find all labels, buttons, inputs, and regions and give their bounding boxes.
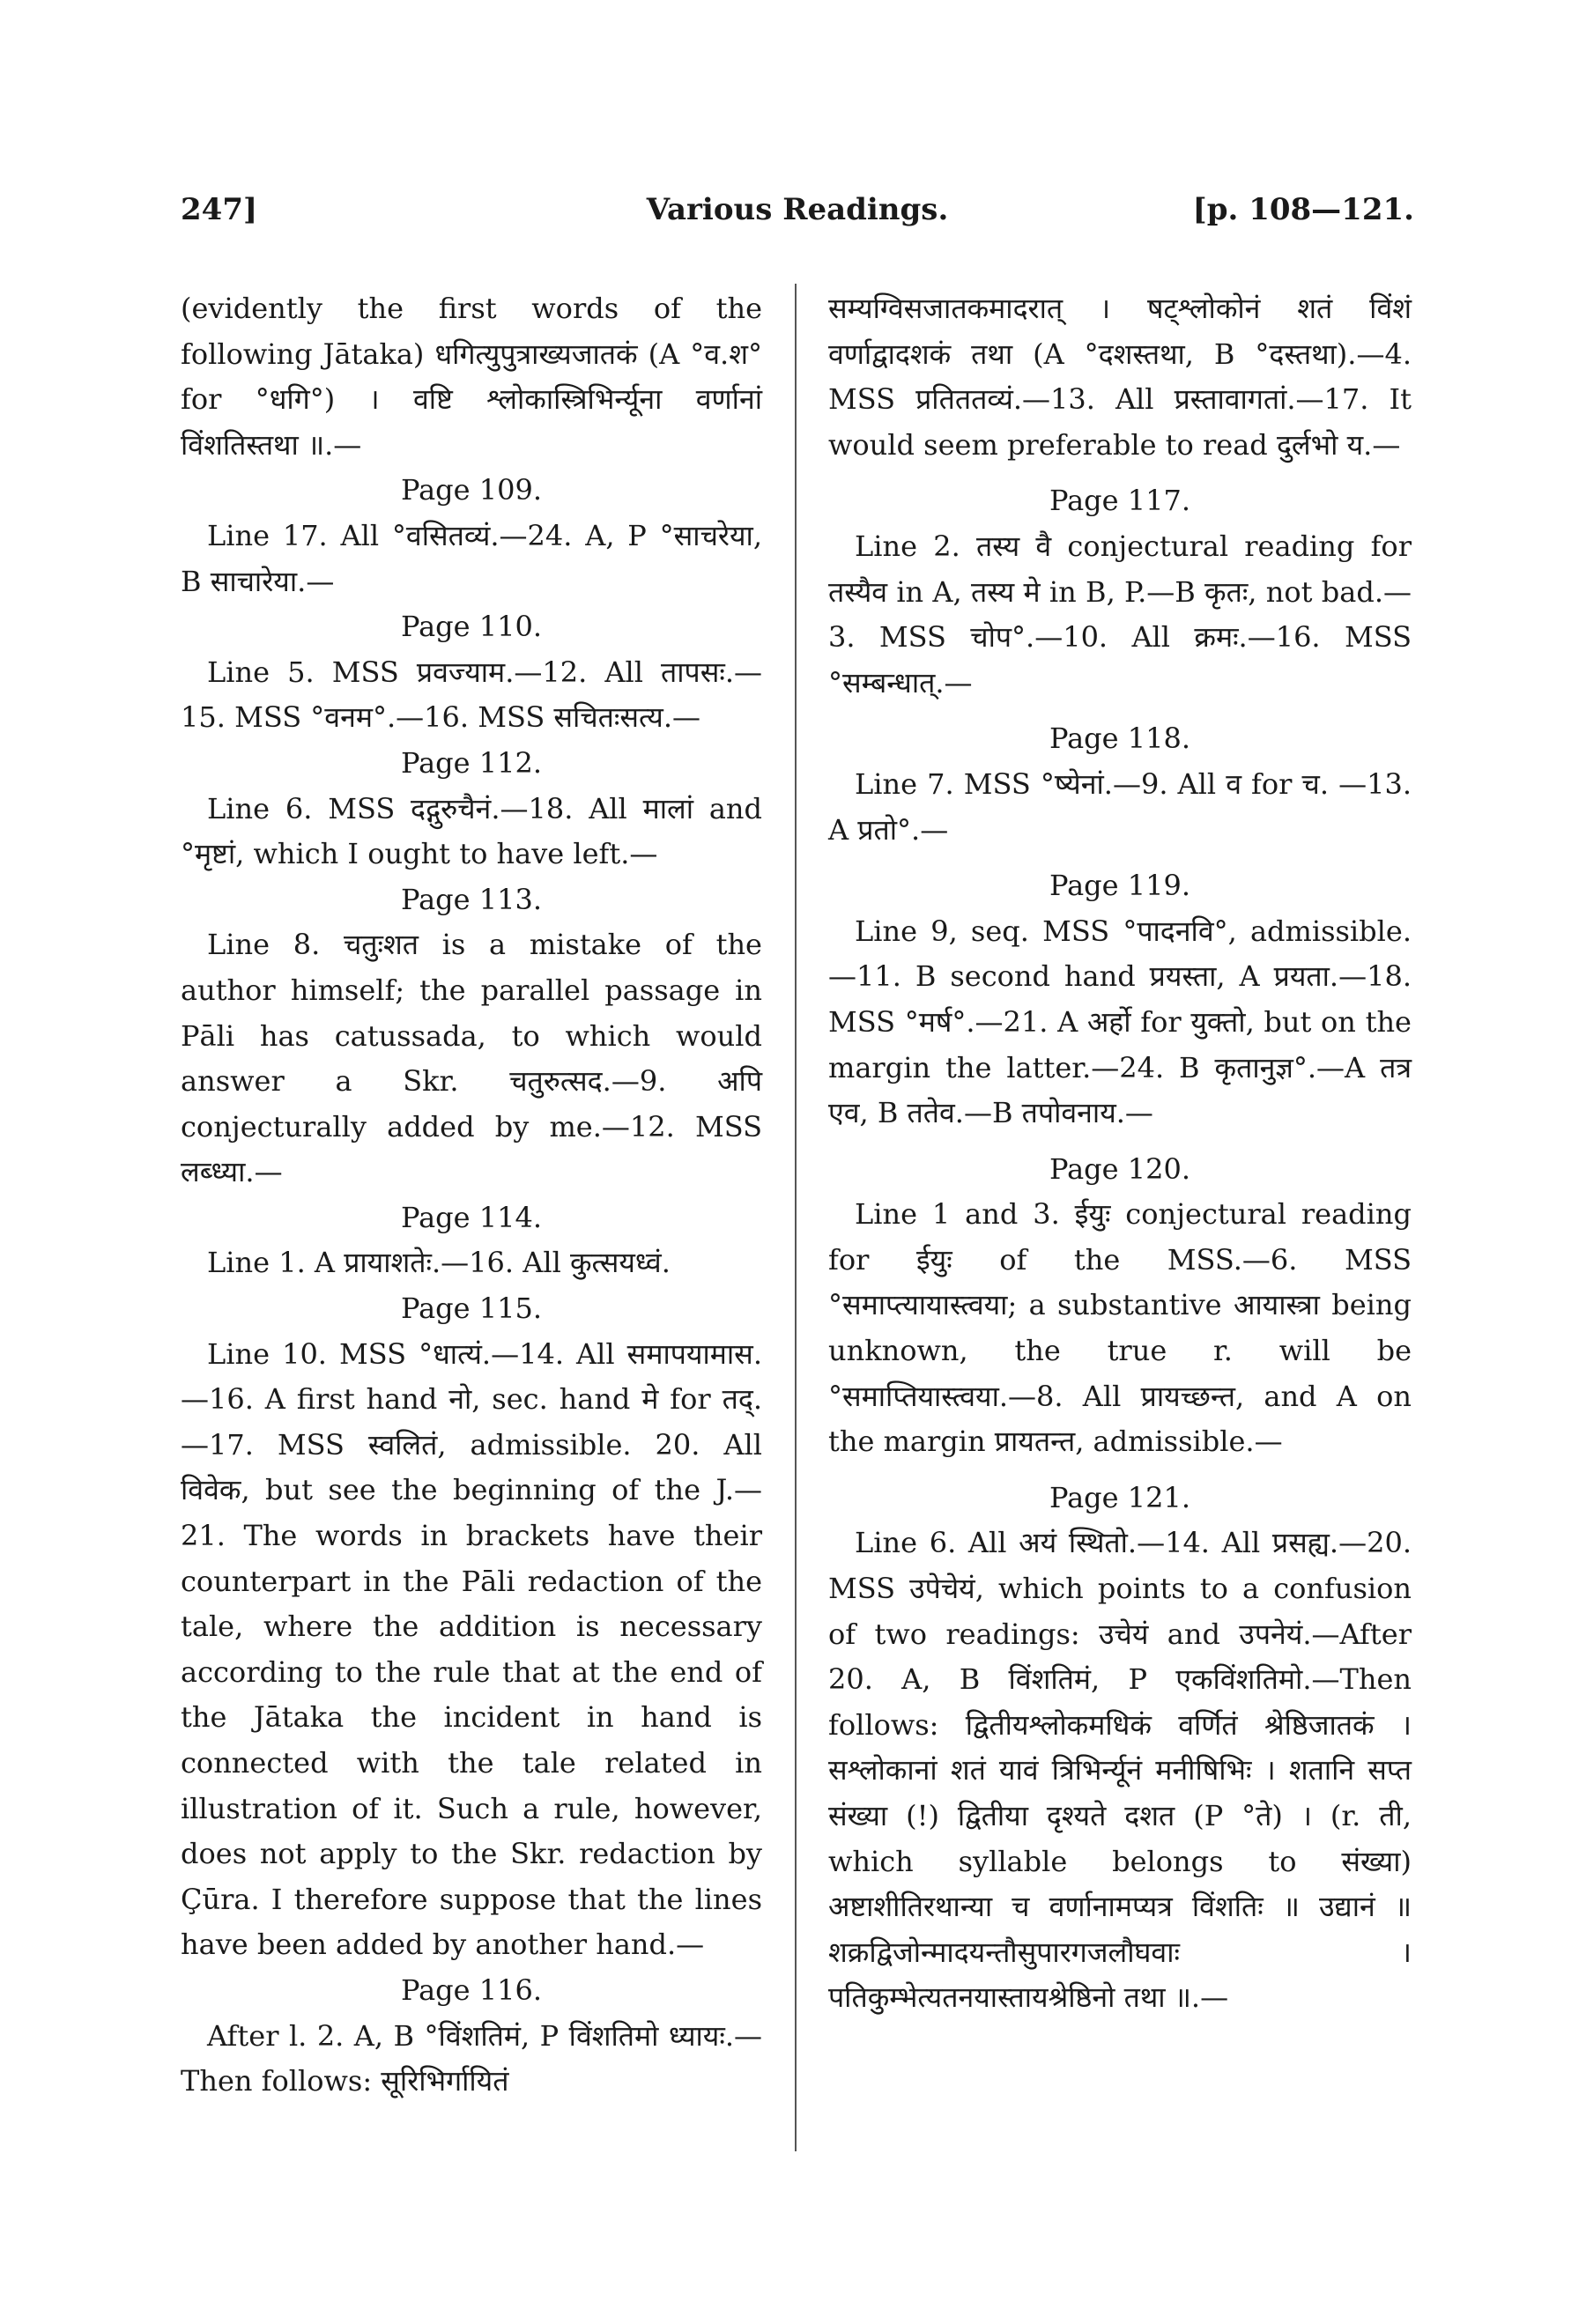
page-114-readings: Line 1. A प्रायाशतेः.—16. All कुत्सयध्वं. bbox=[207, 1246, 671, 1280]
page-112-readings: Line 6. MSS दद्गुरुचैनं.—18. All मालां and °मृष्टां, which I ought to have left.— bbox=[181, 791, 762, 871]
page-117-readings: Line 2. तस्य वै conjectural reading for तस्यैव in A, तस्य मे in B, P.—B कृतः, not bad.—3. MSS चोप°.—10. All क्रमः.—16. MSS °सम्बन्धात्.— bbox=[828, 529, 1412, 699]
page-121-readings: Line 6. All अयं स्थितो.—14. All प्रसह्य.—20. MSS उपेचेयं, which points to a confusion of two readings: उचेयं and उपनेयं.—After 20. A, B विंशतिमं, P एकविंशतिमो.—Then follows: द्वितीयश्लोकमधिकं वर्णितं श्रेष्ठिजातकं । सश्लोकानां शतं यावं त्रिभिर्न्यूनं मनीषिभिः । शतानि सप्त संख्या (!) द्वितीया दृश्यते दशत (P °ते) । (r. ती, which syllable belongs to संख्या) अष्टाशीतिरथान्या च वर्णानामप्यत्र विंशतिः ॥ उद्यानं ॥ शक्रद्विजोन्मादयन्तौसुपारगजलौघवाः । पतिकुम्भेत्यतनयास्तायश्रेष्ठिनो तथा ॥.— bbox=[828, 1526, 1412, 2015]
page-range: [p. 108—121. bbox=[1192, 192, 1414, 227]
page-112-heading: Page 112. bbox=[400, 745, 542, 780]
page-109-heading: Page 109. bbox=[400, 473, 542, 507]
page-115-heading: Page 115. bbox=[400, 1292, 542, 1326]
page-118-readings: Line 7. MSS °ष्येनां.—9. All व for च. —13. A प्रतो°.— bbox=[828, 766, 1412, 847]
page-118-heading: Page 118. bbox=[1049, 722, 1190, 756]
page-115-readings: Line 10. MSS °धात्यं.—14. All समापयामास.—16. A first hand नो, sec. hand मे for तद्.—17. MSS स्वलितं, admissible. 20. All विवेक, but see the beginning of the J.—21. The words in brackets have their counterpart in the Pāli redaction of the tale, where the addition is necessary according to the rule that at the end of the Jātaka the incident in hand is connected with the tale related in illustration of it. Such a rule, however, does not apply to the Skr. redaction by Çūra. I therefore suppose that the lines have been added by another hand.— bbox=[181, 1336, 762, 1962]
page-number: 247] bbox=[181, 192, 258, 227]
continued-paragraph: सम्यग्विसजातकमादरात् । षट्श्लोकोनं शतं विंशं वर्णाद्वादशकं तथा (A °दशस्तथा, B °दस्तथा).—4. MSS प्रतिततव्यं.—13. All प्रस्तावागतां.—17. It would seem preferable to read दुर्लभो य.— bbox=[828, 292, 1412, 462]
page-119-heading: Page 119. bbox=[1049, 869, 1190, 903]
page-116-readings: After l. 2. A, B °विंशतिमं, P विंशतिमो ध्यायः.—Then follows: सूरिभिर्गायितं bbox=[181, 2018, 762, 2098]
running-header bbox=[181, 192, 1414, 241]
page-120-heading: Page 120. bbox=[1049, 1151, 1190, 1186]
page-113-readings: Line 8. चतुःशत is a mistake of the author himself; the parallel passage in Pāli has catussada, to which would answer a Skr. चतुरुत्सद.—9. अपि conjecturally added by me.—12. MSS लब्ध्या.— bbox=[181, 928, 762, 1189]
column-divider bbox=[795, 284, 797, 2151]
page-110-heading: Page 110. bbox=[400, 610, 542, 644]
running-title: Various Readings. bbox=[646, 192, 949, 227]
continued-paragraph: (evidently the first words of the following Jātaka) धगित्युपुत्राख्यजातकं (A °व.श° for °धगि°) । वष्टि श्लोकास्त्रिभिर्न्यूना वर्णानां विंशतिस्तथा ॥.— bbox=[181, 292, 762, 462]
page-110-readings: Line 5. MSS प्रवज्याम.—12. All तापसः.—15. MSS °वनम°.—16. MSS सचितःसत्य.— bbox=[181, 655, 762, 735]
page-119-readings: Line 9, seq. MSS °पादनवि°, admissible. —11. B second hand प्रयस्ता, A प्रयता.—18. MSS °मर्ष°.—21. A अर्हो for युक्तो, but on the margin the latter.—24. B कृतानुज्ञ°.—A तत्र एव, B ततेव.—B तपोवनाय.— bbox=[828, 914, 1412, 1130]
right-column bbox=[828, 286, 1412, 2021]
page-116-heading: Page 116. bbox=[400, 1972, 542, 2007]
page-114-heading: Page 114. bbox=[400, 1200, 542, 1234]
page-117-heading: Page 117. bbox=[1049, 484, 1190, 518]
left-column bbox=[181, 286, 762, 2105]
page-121-heading: Page 121. bbox=[1049, 1480, 1190, 1514]
page-120-readings: Line 1 and 3. ईयुः conjectural reading for ईयुः of the MSS.—6. MSS °समाप्त्यायास्त्वया; a substantive आयास्त्रा being unknown, the true r. will be °समाप्तियास्त्वया.—8. All प्रायच्छन्त, and A on the margin प्रायतन्त, admissible.— bbox=[828, 1197, 1412, 1459]
page-113-heading: Page 113. bbox=[400, 882, 542, 916]
page-109-readings: Line 17. All °वसितव्यं.—24. A, P °साचरेया, B साचारेया.— bbox=[181, 518, 762, 598]
